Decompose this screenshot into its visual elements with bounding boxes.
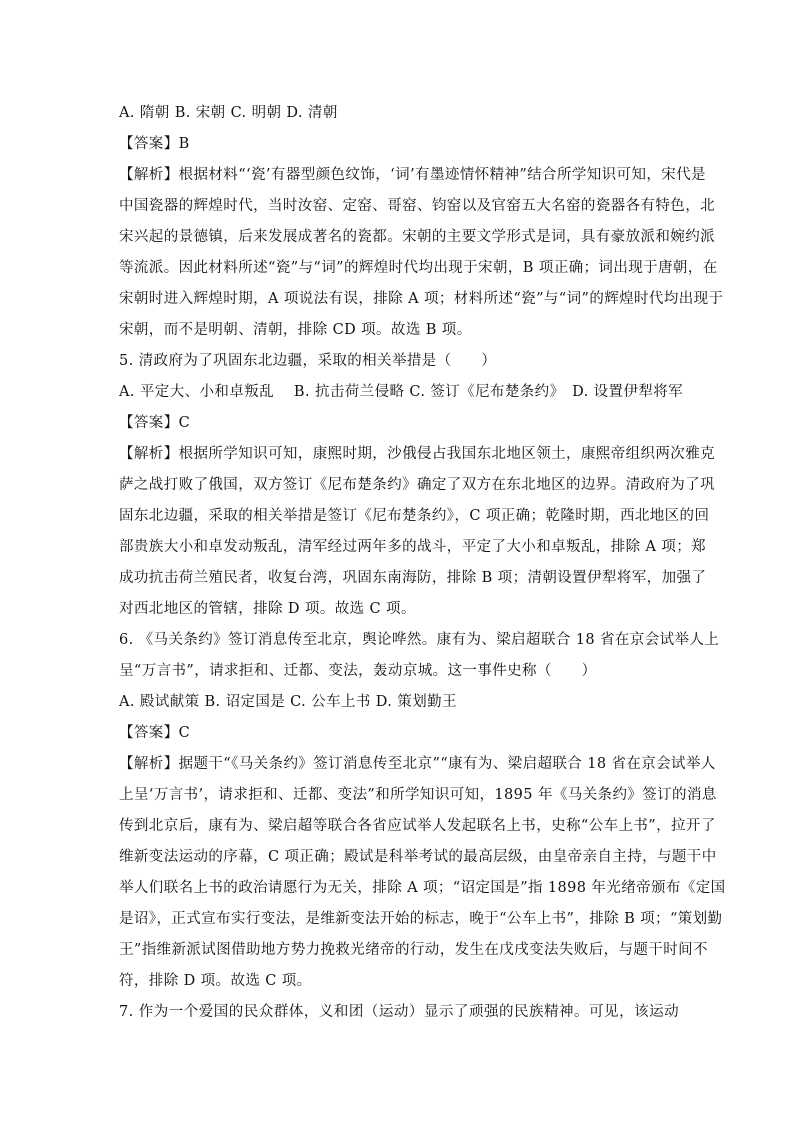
- text-line: 5. 清政府为了巩固东北边疆，采取的相关举措是（ ）: [119, 353, 497, 369]
- text-line: 维新变法运动的序幕，C 项正确；殿试是科举考试的最高层级，由皇帝亲自主持，与题干中: [119, 849, 717, 865]
- text-line: 上呈‘万言书’，请求拒和、迁都、变法”和所学知识可知，1895 年《马关条约》签订的消息: [119, 787, 717, 803]
- text-line: 6. 《马关条约》签订消息传至北京，舆论哗然。康有为、梁启超联合 18 省在京会试举人上: [119, 632, 720, 648]
- text-line: 【答案】C: [119, 725, 191, 741]
- text-line: 萨之战打败了俄国，双方签订《尼布楚条约》确定了双方在东北地区的边界。清政府为了巩: [119, 477, 715, 493]
- text-line: A. 殿试献策 B. 诏定国是 C. 公车上书 D. 策划勤王: [119, 694, 457, 710]
- text-line: 成功抗击荷兰殖民者，收复台湾，巩固东南海防，排除 B 项；清朝设置伊犁将军，加强了: [119, 570, 707, 586]
- text-line: A. 平定大、小和卓叛乱 B. 抗击荷兰侵略 C. 签订《尼布楚条约》 D. 设置伊犁将军: [119, 384, 684, 400]
- text-line: 等流派。因此材料所述“瓷”与“词”的辉煌时代均出现于宋朝，B 项正确；词出现于唐朝，在: [119, 260, 718, 276]
- text-line: 呈“万言书”，请求拒和、迁都、变法，轰动京城。这一事件史称（ ）: [119, 663, 597, 679]
- text-line: 【解析】据题干“《马关条约》签订消息传至北京”“康有为、梁启超联合 18 省在京会试举人: [119, 756, 716, 772]
- text-line: 7. 作为一个爱国的民众群体，义和团（运动）显示了顽强的民族精神。可见，该运动: [119, 1004, 679, 1020]
- text-line: 部贵族大小和卓发动叛乱，清军经过两年多的战斗，平定了大小和卓叛乱，排除 A 项；郑: [119, 539, 707, 555]
- text-line: 固东北边疆，采取的相关举措是签订《尼布楚条约》，C 项正确；乾隆时期，西北地区的回: [119, 508, 710, 524]
- text-line: 是诏》，正式宣布实行变法，是维新变法开始的标志，晚于“公车上书”，排除 B 项；“策划勤: [119, 911, 723, 927]
- text-line: 宋朝，而不是明朝、清朝，排除 CD 项。故选 B 项。: [119, 322, 472, 338]
- text-line: 【解析】根据所学知识可知，康熙时期，沙俄侵占我国东北地区领土，康熙帝组织两次雅克: [119, 446, 715, 462]
- text-line: 【答案】B: [119, 136, 190, 152]
- text-line: 【答案】C: [119, 415, 191, 431]
- text-line: 对西北地区的管辖，排除 D 项。故选 C 项。: [119, 601, 416, 617]
- text-line: 宋兴起的景德镇，后来发展成著名的瓷都。宋朝的主要文学形式是词，具有豪放派和婉约派: [119, 229, 715, 245]
- text-line: 传到北京后，康有为、梁启超等联合各省应试举人发起联名上书，史称“公车上书”，拉开了: [119, 818, 716, 834]
- text-line: 宋朝时进入辉煌时期，A 项说法有误，排除 A 项；材料所述“瓷”与“词”的辉煌时代均出现于: [119, 291, 724, 307]
- text-line: 【解析】根据材料“‘瓷’有器型颜色纹饰，‘词’有墨迹情怀精神”结合所学知识可知，宋代是: [119, 167, 706, 183]
- text-line: 王”指维新派试图借助地方势力挽救光绪帝的行动，发生在戊戌变法失败后，与题干时间不: [119, 942, 708, 958]
- text-line: 举人们联名上书的政治请愿行为无关，排除 A 项；“诏定国是”指 1898 年光绪帝颁布《定国: [119, 880, 726, 896]
- text-line: A. 隋朝 B. 宋朝 C. 明朝 D. 清朝: [119, 105, 338, 121]
- text-line: 符，排除 D 项。故选 C 项。: [119, 973, 312, 989]
- text-line: 中国瓷器的辉煌时代，当时汝窑、定窑、哥窑、钧窑以及官窑五大名窑的瓷器各有特色，北: [119, 198, 715, 214]
